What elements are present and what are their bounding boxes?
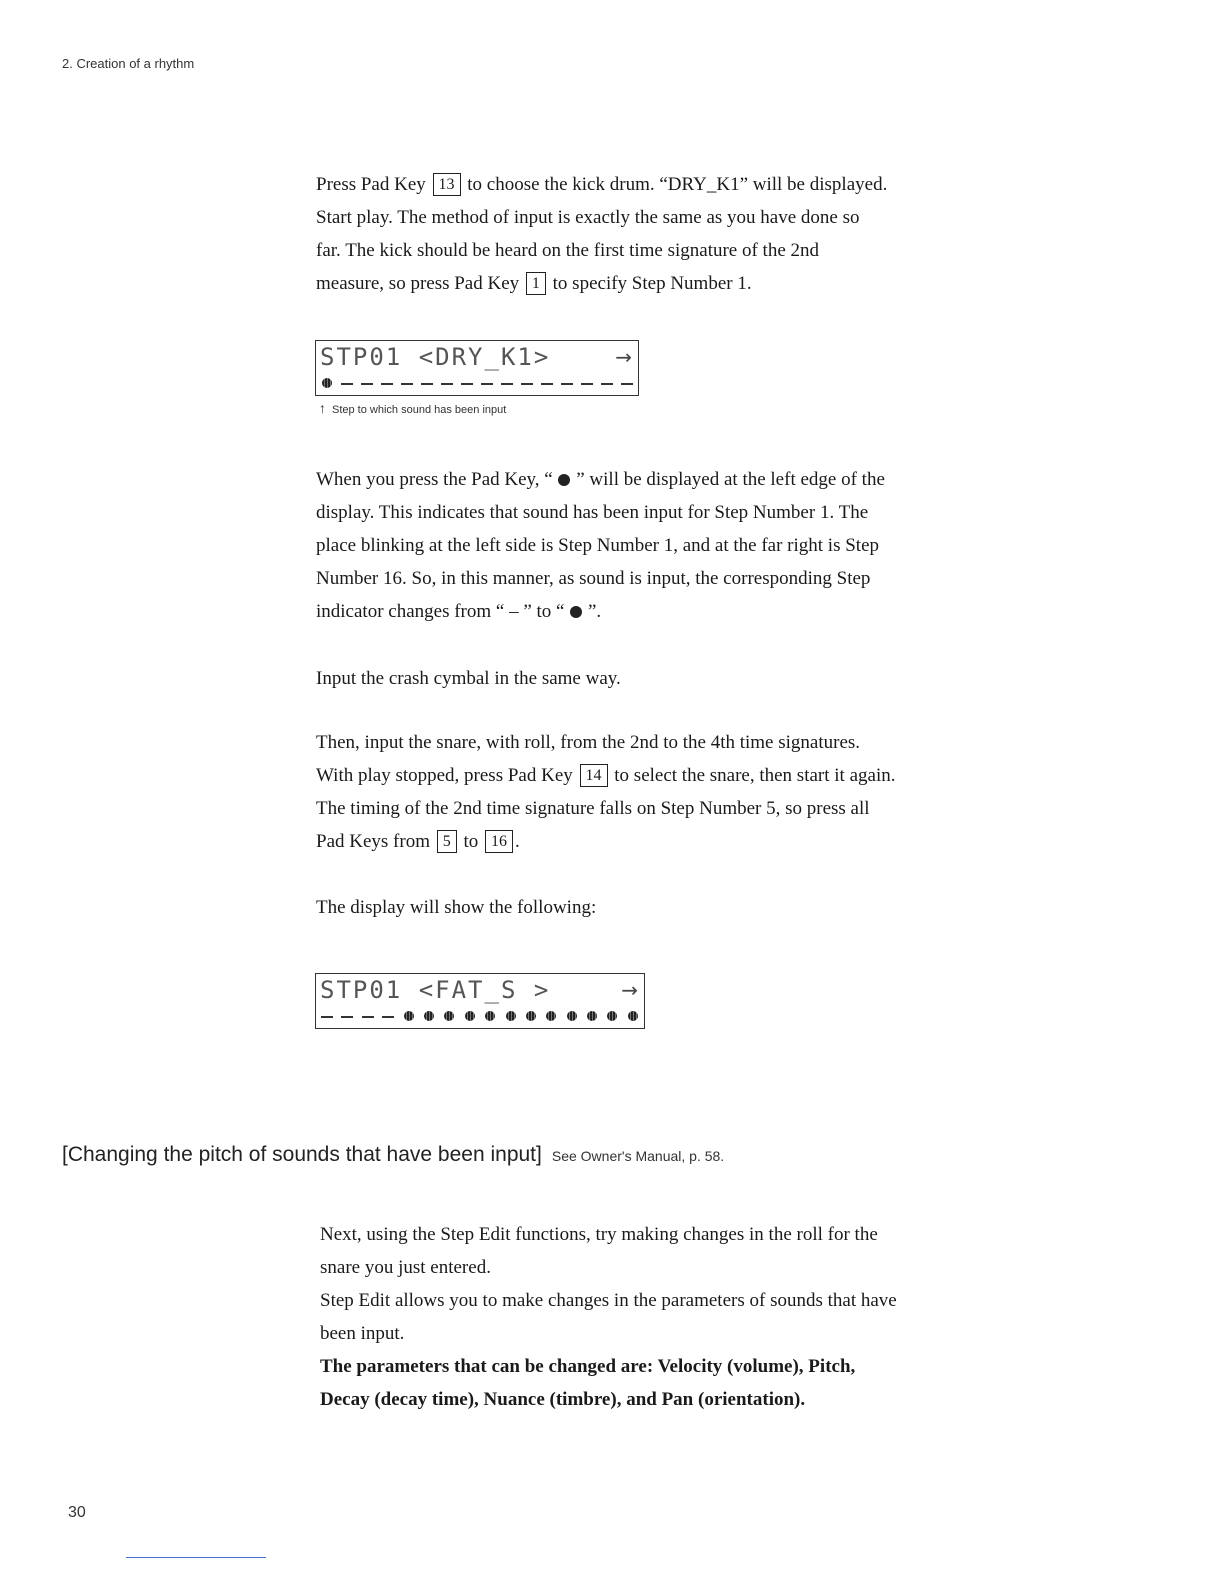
pad-key-16: 16 bbox=[485, 830, 513, 853]
lcd-text: STP01 <FAT_S > bbox=[320, 976, 551, 1004]
step-empty-icon bbox=[480, 378, 494, 388]
running-header: 2. Creation of a rhythm bbox=[62, 56, 195, 71]
paragraph-crash bbox=[316, 662, 984, 695]
step-empty-icon bbox=[420, 378, 434, 388]
step-filled-icon bbox=[442, 1011, 456, 1021]
lcd-text: STP01 <DRY_K1> bbox=[320, 343, 551, 371]
arrow-right-icon: → bbox=[615, 345, 632, 369]
section-title: [Changing the pitch of sounds that have been input] bbox=[62, 1143, 542, 1166]
step-empty-icon bbox=[381, 1011, 395, 1021]
text-line: Start play. The method of input is exactly the same as you have done so bbox=[316, 207, 860, 228]
filled-dot-icon bbox=[558, 474, 570, 486]
step-empty-icon bbox=[340, 378, 354, 388]
filled-dot-icon bbox=[570, 606, 582, 618]
text-span: ”. bbox=[587, 601, 602, 622]
paragraph-step-edit bbox=[320, 1218, 986, 1416]
lcd-step-indicators bbox=[320, 1010, 640, 1022]
text-line: Next, using the Step Edit functions, try making changes in the roll for the bbox=[320, 1224, 878, 1245]
display-caption bbox=[319, 400, 506, 416]
section-reference: See Owner's Manual, p. 58. bbox=[551, 1148, 725, 1164]
text-line bbox=[316, 759, 984, 792]
text-line: Then, input the snare, with roll, from the 2nd to the 4th time signatures. bbox=[316, 732, 861, 753]
lcd-display-snare bbox=[315, 973, 645, 1029]
step-empty-icon bbox=[580, 378, 594, 388]
step-empty-icon bbox=[540, 378, 554, 388]
pad-key-1: 1 bbox=[526, 272, 546, 295]
text-span: With play stopped, press Pad Key bbox=[316, 765, 573, 786]
text-span: measure, so press Pad Key bbox=[316, 273, 520, 294]
step-empty-icon bbox=[460, 378, 474, 388]
step-filled-icon bbox=[422, 1011, 436, 1021]
text-span: When you press the Pad Key, “ bbox=[316, 469, 553, 490]
pad-key-14: 14 bbox=[580, 764, 608, 787]
step-empty-icon bbox=[620, 378, 634, 388]
page-number: 30 bbox=[68, 1504, 86, 1521]
pad-key-13: 13 bbox=[433, 173, 461, 196]
paragraph-snare-input bbox=[316, 726, 984, 858]
step-empty-icon bbox=[500, 378, 514, 388]
step-empty-icon bbox=[600, 378, 614, 388]
text-line: display. This indicates that sound has been input for Step Number 1. The bbox=[316, 502, 869, 523]
footer-rule bbox=[126, 1557, 266, 1558]
text-span: Pad Keys from bbox=[316, 831, 430, 852]
text-span: Press Pad Key bbox=[316, 174, 426, 195]
text-line bbox=[316, 595, 984, 628]
step-empty-icon bbox=[320, 1011, 334, 1021]
text-line: The display will show the following: bbox=[316, 897, 597, 918]
lcd-step-indicators bbox=[320, 377, 634, 389]
text-line: Step Edit allows you to make changes in the parameters of sounds that have bbox=[320, 1290, 897, 1311]
section-heading bbox=[62, 1143, 724, 1167]
text-line: Number 16. So, in this manner, as sound is input, the corresponding Step bbox=[316, 568, 871, 589]
step-filled-icon bbox=[544, 1011, 558, 1021]
step-filled-icon bbox=[524, 1011, 538, 1021]
step-filled-icon bbox=[605, 1011, 619, 1021]
step-filled-icon bbox=[463, 1011, 477, 1021]
text-span: to choose the kick drum. “DRY_K1” will be displayed. bbox=[467, 174, 888, 195]
pad-key-5: 5 bbox=[437, 830, 457, 853]
text-span: to select the snare, then start it again. bbox=[614, 765, 896, 786]
step-empty-icon bbox=[400, 378, 414, 388]
text-line: snare you just entered. bbox=[320, 1257, 491, 1278]
paragraph-kick-input bbox=[316, 168, 984, 300]
step-filled-icon bbox=[320, 378, 334, 388]
text-line bbox=[316, 463, 984, 496]
step-filled-icon bbox=[504, 1011, 518, 1021]
lcd-display-kick bbox=[315, 340, 639, 396]
paragraph-step-indicator bbox=[316, 463, 984, 628]
step-filled-icon bbox=[402, 1011, 416, 1021]
text-line bbox=[316, 825, 984, 858]
step-empty-icon bbox=[361, 1011, 375, 1021]
paragraph-display-intro bbox=[316, 891, 984, 924]
text-line: The parameters that can be changed are: Velocity (volume), Pitch, bbox=[320, 1356, 856, 1377]
text-span: . bbox=[515, 831, 520, 852]
step-empty-icon bbox=[360, 378, 374, 388]
text-span: ” will be displayed at the left edge of the bbox=[576, 469, 885, 490]
text-line: Input the crash cymbal in the same way. bbox=[316, 668, 621, 689]
text-line: far. The kick should be heard on the first time signature of the 2nd bbox=[316, 240, 820, 261]
text-line bbox=[316, 267, 984, 300]
step-filled-icon bbox=[483, 1011, 497, 1021]
arrow-up-icon: ↑ bbox=[319, 400, 326, 416]
step-filled-icon bbox=[565, 1011, 579, 1021]
text-line: Decay (decay time), Nuance (timbre), and Pan (orientation). bbox=[320, 1389, 806, 1410]
text-line: been input. bbox=[320, 1323, 405, 1344]
text-line: place blinking at the left side is Step Number 1, and at the far right is Step bbox=[316, 535, 880, 556]
step-empty-icon bbox=[560, 378, 574, 388]
step-empty-icon bbox=[380, 378, 394, 388]
text-span: to bbox=[463, 831, 479, 852]
text-line bbox=[316, 168, 984, 201]
text-line: The timing of the 2nd time signature falls on Step Number 5, so press all bbox=[316, 798, 870, 819]
step-filled-icon bbox=[585, 1011, 599, 1021]
arrow-right-icon: → bbox=[621, 978, 638, 1002]
step-filled-icon bbox=[626, 1011, 640, 1021]
text-span: to specify Step Number 1. bbox=[552, 273, 752, 294]
caption-text: Step to which sound has been input bbox=[332, 404, 507, 416]
step-empty-icon bbox=[340, 1011, 354, 1021]
step-empty-icon bbox=[520, 378, 534, 388]
step-empty-icon bbox=[440, 378, 454, 388]
text-span: indicator changes from “ – ” to “ bbox=[316, 601, 565, 622]
